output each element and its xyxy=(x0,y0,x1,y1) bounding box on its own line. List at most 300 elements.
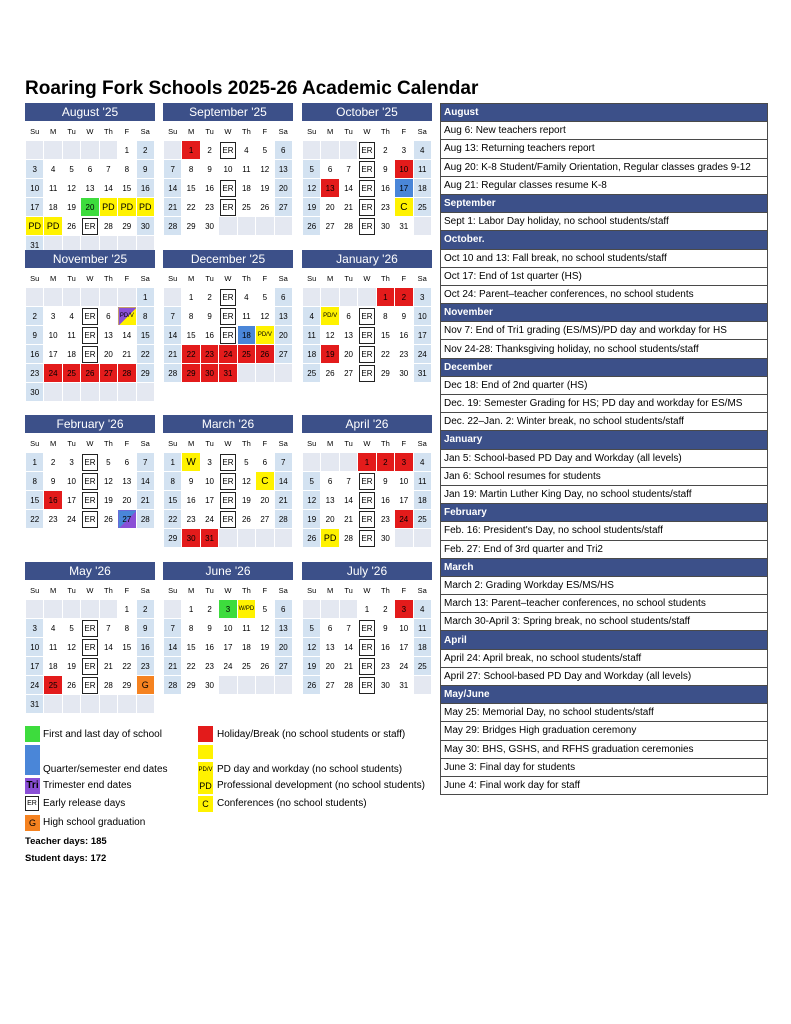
section-title: October. xyxy=(441,231,768,249)
day-cell: 1 xyxy=(182,288,200,307)
day-cell: 6 xyxy=(81,160,99,179)
day-cell: 14 xyxy=(99,638,117,657)
weekday-label: F xyxy=(256,269,274,288)
legend-trimester: Trimester end dates xyxy=(43,780,132,791)
weekday-label: Tu xyxy=(339,269,357,288)
day-cell: 24 xyxy=(200,510,218,529)
day-cell: 15 xyxy=(164,491,182,510)
event-text: May 25: Memorial Day, no school students/staff xyxy=(441,704,768,722)
weekday-label: W xyxy=(358,581,376,600)
day-cell: ER xyxy=(358,491,376,510)
day-cell: 26 xyxy=(62,676,80,695)
day-cell: 15 xyxy=(182,326,200,345)
day-cell: 23 xyxy=(200,345,218,364)
day-cell: 9 xyxy=(182,472,200,491)
weekday-label: M xyxy=(44,122,62,141)
day-cell: 21 xyxy=(118,345,136,364)
weekday-label: Tu xyxy=(200,581,218,600)
day-cell: ER xyxy=(358,676,376,695)
event-row xyxy=(441,467,768,485)
day-cell: 30 xyxy=(136,217,154,236)
empty-cell xyxy=(164,141,182,160)
day-cell: 20 xyxy=(321,510,339,529)
day-cell: 6 xyxy=(274,288,292,307)
day-cell: 28 xyxy=(339,676,357,695)
event-row xyxy=(441,667,768,685)
day-cell: 14 xyxy=(339,179,357,198)
empty-cell xyxy=(164,288,182,307)
day-cell: 14 xyxy=(164,179,182,198)
month-calendar xyxy=(302,103,432,236)
day-cell: 3 xyxy=(62,453,80,472)
event-row xyxy=(441,176,768,194)
day-cell: 28 xyxy=(118,364,136,383)
empty-cell xyxy=(62,695,80,714)
day-cell: 16 xyxy=(395,326,413,345)
day-cell: 8 xyxy=(118,160,136,179)
month-header: November '25 xyxy=(25,250,155,268)
day-cell: 10 xyxy=(26,638,44,657)
empty-cell xyxy=(26,600,44,619)
day-cell: 24 xyxy=(219,657,237,676)
day-cell: ER xyxy=(219,179,237,198)
day-cell: 26 xyxy=(256,345,274,364)
day-cell: 9 xyxy=(136,619,154,638)
day-cell: 30 xyxy=(376,217,394,236)
day-cell: 18 xyxy=(44,198,62,217)
day-cell: 13 xyxy=(321,638,339,657)
weekday-label: M xyxy=(321,122,339,141)
day-cell: 2 xyxy=(376,453,394,472)
day-cell: 7 xyxy=(164,307,182,326)
day-cell: 5 xyxy=(62,160,80,179)
day-cell: 11 xyxy=(44,179,62,198)
day-cell: 13 xyxy=(274,160,292,179)
day-cell: 21 xyxy=(164,345,182,364)
day-cell: 1 xyxy=(118,600,136,619)
day-cell: ER xyxy=(358,217,376,236)
day-cell: 1 xyxy=(182,600,200,619)
weekday-label: Tu xyxy=(200,122,218,141)
event-section-header xyxy=(441,104,768,122)
day-cell: 22 xyxy=(118,657,136,676)
day-cell: 27 xyxy=(274,345,292,364)
day-cell: ER xyxy=(358,345,376,364)
day-cell: 26 xyxy=(81,364,99,383)
day-cell: 8 xyxy=(182,307,200,326)
event-row xyxy=(441,122,768,140)
day-cell: 17 xyxy=(395,638,413,657)
day-cell: 6 xyxy=(99,307,117,326)
event-text: March 30-April 3: Spring break, no school students/staff xyxy=(441,613,768,631)
empty-cell xyxy=(99,141,117,160)
weekday-label: F xyxy=(256,581,274,600)
day-cell: 22 xyxy=(182,198,200,217)
day-cell: 2 xyxy=(200,600,218,619)
empty-cell xyxy=(99,695,117,714)
day-cell: 22 xyxy=(164,510,182,529)
day-cell: 15 xyxy=(26,491,44,510)
weekday-label: W xyxy=(219,122,237,141)
day-cell: 9 xyxy=(44,472,62,491)
weekday-label: F xyxy=(395,122,413,141)
day-cell: 24 xyxy=(26,676,44,695)
event-section-header xyxy=(441,194,768,212)
month-header: September '25 xyxy=(163,103,293,121)
day-cell: 2 xyxy=(200,288,218,307)
day-cell: 19 xyxy=(99,491,117,510)
event-row xyxy=(441,213,768,231)
day-cell: 4 xyxy=(62,307,80,326)
empty-cell xyxy=(237,364,255,383)
day-cell: 23 xyxy=(136,657,154,676)
weekday-label: W xyxy=(81,581,99,600)
weekday-label: F xyxy=(256,122,274,141)
day-cell: 28 xyxy=(339,217,357,236)
month-header: June '26 xyxy=(163,562,293,580)
event-section-header xyxy=(441,358,768,376)
event-section-header xyxy=(441,304,768,322)
day-cell: 17 xyxy=(26,657,44,676)
day-cell: 23 xyxy=(44,510,62,529)
day-cell: ER xyxy=(81,491,99,510)
day-cell: 11 xyxy=(237,619,255,638)
day-cell: 12 xyxy=(303,491,321,510)
day-cell: 27 xyxy=(256,510,274,529)
event-section-header xyxy=(441,558,768,576)
day-cell: 1 xyxy=(26,453,44,472)
event-text: Aug 6: New teachers report xyxy=(441,122,768,140)
weekday-label: F xyxy=(395,269,413,288)
weekday-label: Su xyxy=(26,434,44,453)
event-section-header xyxy=(441,504,768,522)
day-cell: 20 xyxy=(99,345,117,364)
month-header: January '26 xyxy=(302,250,432,268)
day-cell: 20 xyxy=(256,491,274,510)
day-cell: 22 xyxy=(136,345,154,364)
month-header: August '25 xyxy=(25,103,155,121)
weekday-label: F xyxy=(395,581,413,600)
day-cell: 3 xyxy=(219,600,237,619)
day-cell: 7 xyxy=(99,160,117,179)
day-cell: 26 xyxy=(99,510,117,529)
day-cell: 6 xyxy=(274,600,292,619)
day-cell: ER xyxy=(358,179,376,198)
weekday-label: Sa xyxy=(413,434,431,453)
day-cell: 24 xyxy=(44,364,62,383)
event-text: Aug 13: Returning teachers report xyxy=(441,140,768,158)
day-cell: 17 xyxy=(62,491,80,510)
day-cell: 28 xyxy=(274,510,292,529)
holiday-pd-swatch xyxy=(198,745,213,759)
empty-cell xyxy=(303,288,321,307)
event-text: Dec 18: End of 2nd quarter (HS) xyxy=(441,376,768,394)
weekday-label: Tu xyxy=(200,434,218,453)
section-title: November xyxy=(441,304,768,322)
day-cell: 5 xyxy=(256,600,274,619)
weekday-label: W xyxy=(219,581,237,600)
day-cell: 28 xyxy=(339,529,357,548)
day-cell: 25 xyxy=(413,657,431,676)
day-cell: 10 xyxy=(413,307,431,326)
day-cell: 24 xyxy=(219,345,237,364)
section-title: August xyxy=(441,104,768,122)
day-cell: 14 xyxy=(99,179,117,198)
day-cell: 30 xyxy=(376,676,394,695)
legend-holiday: Holiday/Break (no school students or staff) xyxy=(217,729,406,740)
day-cell: 3 xyxy=(26,619,44,638)
day-cell: 7 xyxy=(99,619,117,638)
day-cell: 16 xyxy=(44,491,62,510)
day-cell: 28 xyxy=(164,364,182,383)
day-cell: 8 xyxy=(118,619,136,638)
weekday-label: M xyxy=(182,434,200,453)
empty-cell xyxy=(274,364,292,383)
empty-cell xyxy=(81,288,99,307)
day-cell: 4 xyxy=(44,160,62,179)
day-cell: 11 xyxy=(413,160,431,179)
day-cell: 5 xyxy=(237,453,255,472)
event-text: March 2: Grading Workday ES/MS/HS xyxy=(441,576,768,594)
day-cell: 20 xyxy=(118,491,136,510)
month-header: March '26 xyxy=(163,415,293,433)
weekday-label: Th xyxy=(237,434,255,453)
day-cell: 21 xyxy=(339,198,357,217)
event-row xyxy=(441,595,768,613)
day-cell: 23 xyxy=(395,345,413,364)
day-cell: 9 xyxy=(136,160,154,179)
day-cell: 16 xyxy=(26,345,44,364)
day-cell: 10 xyxy=(395,472,413,491)
day-cell: 10 xyxy=(219,160,237,179)
day-cell: 27 xyxy=(339,364,357,383)
event-text: June 3: Final day for students xyxy=(441,758,768,776)
event-row xyxy=(441,395,768,413)
day-cell: 26 xyxy=(321,364,339,383)
day-cell: ER xyxy=(81,657,99,676)
empty-cell xyxy=(44,383,62,402)
day-cell: 21 xyxy=(164,657,182,676)
weekday-label: M xyxy=(44,581,62,600)
day-cell: 1 xyxy=(376,288,394,307)
month-header: April '26 xyxy=(302,415,432,433)
month-calendar xyxy=(163,103,293,236)
month-header: May '26 xyxy=(25,562,155,580)
day-cell: 4 xyxy=(237,141,255,160)
weekday-label: Su xyxy=(26,122,44,141)
weekday-label: Su xyxy=(164,122,182,141)
weekday-label: Tu xyxy=(62,122,80,141)
empty-cell xyxy=(99,288,117,307)
event-text: March 13: Parent–teacher conferences, no school students xyxy=(441,595,768,613)
weekday-label: Th xyxy=(237,122,255,141)
day-cell: 8 xyxy=(164,472,182,491)
weekday-label: Tu xyxy=(339,581,357,600)
day-cell: ER xyxy=(358,326,376,345)
legend-quarter: Quarter/semester end dates xyxy=(43,764,168,775)
day-cell: 7 xyxy=(274,453,292,472)
event-row xyxy=(441,722,768,740)
section-title: May/June xyxy=(441,686,768,704)
day-cell: 2 xyxy=(136,600,154,619)
day-cell: 9 xyxy=(395,307,413,326)
day-cell: ER xyxy=(358,141,376,160)
event-text: Aug 21: Regular classes resume K-8 xyxy=(441,176,768,194)
day-cell: 12 xyxy=(256,619,274,638)
day-cell: 27 xyxy=(274,657,292,676)
day-cell: 3 xyxy=(395,600,413,619)
day-cell: 31 xyxy=(413,364,431,383)
day-cell: ER xyxy=(219,491,237,510)
event-text: June 4: Final work day for staff xyxy=(441,776,768,794)
legend-pd: Professional development (no school students) xyxy=(217,780,425,791)
day-cell: ER xyxy=(81,510,99,529)
day-cell: 25 xyxy=(44,676,62,695)
event-text: Sept 1: Labor Day holiday, no school students/staff xyxy=(441,213,768,231)
day-cell: 30 xyxy=(26,383,44,402)
day-cell: 31 xyxy=(26,695,44,714)
weekday-label: F xyxy=(118,269,136,288)
day-cell: ER xyxy=(219,141,237,160)
day-cell: 17 xyxy=(395,491,413,510)
weekday-label: Su xyxy=(26,269,44,288)
day-cell: 26 xyxy=(62,217,80,236)
empty-cell xyxy=(81,141,99,160)
day-cell: 23 xyxy=(26,364,44,383)
day-cell: 31 xyxy=(219,364,237,383)
day-cell: 19 xyxy=(256,638,274,657)
day-cell: 18 xyxy=(62,345,80,364)
day-cell: 25 xyxy=(62,364,80,383)
day-cell: 18 xyxy=(413,179,431,198)
section-title: December xyxy=(441,358,768,376)
weekday-label: Sa xyxy=(274,434,292,453)
day-cell: ER xyxy=(81,453,99,472)
month-calendar xyxy=(302,415,432,548)
day-cell: 15 xyxy=(118,179,136,198)
day-cell: 14 xyxy=(118,326,136,345)
empty-cell xyxy=(321,453,339,472)
day-cell: 10 xyxy=(44,326,62,345)
day-cell: 5 xyxy=(62,619,80,638)
day-cell: 25 xyxy=(237,198,255,217)
day-cell: W/PD xyxy=(237,600,255,619)
day-cell: 6 xyxy=(339,307,357,326)
day-cell: 14 xyxy=(164,326,182,345)
day-cell: ER xyxy=(358,160,376,179)
day-cell: 29 xyxy=(164,529,182,548)
empty-cell xyxy=(62,288,80,307)
day-cell: 9 xyxy=(200,160,218,179)
day-cell: 30 xyxy=(376,529,394,548)
day-cell: 4 xyxy=(413,141,431,160)
day-cell: 18 xyxy=(413,638,431,657)
day-cell: 16 xyxy=(376,638,394,657)
weekday-label: Sa xyxy=(413,269,431,288)
day-cell: 25 xyxy=(237,345,255,364)
weekday-label: Su xyxy=(26,581,44,600)
day-cell: 5 xyxy=(256,141,274,160)
weekday-label: Th xyxy=(99,269,117,288)
event-text: April 24: April break, no school students/staff xyxy=(441,649,768,667)
day-cell: 11 xyxy=(303,326,321,345)
day-cell: 6 xyxy=(256,453,274,472)
weekday-label: W xyxy=(81,269,99,288)
day-cell: 23 xyxy=(376,198,394,217)
day-cell: 28 xyxy=(136,510,154,529)
day-cell: 16 xyxy=(136,638,154,657)
event-text: Feb. 27: End of 3rd quarter and Tri2 xyxy=(441,540,768,558)
day-cell: 29 xyxy=(118,676,136,695)
month-calendar xyxy=(25,250,155,402)
day-cell: 8 xyxy=(26,472,44,491)
weekday-label: W xyxy=(81,434,99,453)
day-cell: 31 xyxy=(200,529,218,548)
weekday-label: Sa xyxy=(136,269,154,288)
event-row xyxy=(441,649,768,667)
day-cell: 8 xyxy=(136,307,154,326)
weekday-label: M xyxy=(321,434,339,453)
event-text: Aug 20: K-8 Student/Family Orientation, Regular classes grades 9-12 xyxy=(441,158,768,176)
quarter-swatch xyxy=(25,745,40,775)
weekday-label: F xyxy=(118,581,136,600)
event-text: April 27: School-based PD Day and Workday (all levels) xyxy=(441,667,768,685)
day-cell: 4 xyxy=(237,288,255,307)
day-cell: PD xyxy=(99,198,117,217)
weekday-label: Su xyxy=(164,269,182,288)
day-cell: 19 xyxy=(303,657,321,676)
day-cell: ER xyxy=(81,472,99,491)
day-cell: 6 xyxy=(321,619,339,638)
day-cell: 10 xyxy=(395,619,413,638)
day-cell: 13 xyxy=(118,472,136,491)
day-cell: 29 xyxy=(182,364,200,383)
day-cell: 13 xyxy=(321,179,339,198)
day-cell: 17 xyxy=(200,491,218,510)
day-cell: 20 xyxy=(274,326,292,345)
empty-cell xyxy=(321,141,339,160)
day-cell: PD xyxy=(321,529,339,548)
day-cell: 5 xyxy=(303,160,321,179)
day-cell: 14 xyxy=(339,491,357,510)
day-cell: 11 xyxy=(62,326,80,345)
day-cell: ER xyxy=(358,364,376,383)
empty-cell xyxy=(26,288,44,307)
day-cell: 27 xyxy=(118,510,136,529)
weekday-label: Th xyxy=(99,434,117,453)
empty-cell xyxy=(219,676,237,695)
section-title: April xyxy=(441,631,768,649)
event-row xyxy=(441,158,768,176)
month-calendar xyxy=(302,562,432,695)
empty-cell xyxy=(321,288,339,307)
day-cell: 2 xyxy=(26,307,44,326)
day-cell: PD xyxy=(26,217,44,236)
section-title: September xyxy=(441,194,768,212)
empty-cell xyxy=(321,600,339,619)
day-cell: 19 xyxy=(303,198,321,217)
month-calendar xyxy=(163,415,293,548)
trimester-swatch: Tri xyxy=(25,778,40,794)
empty-cell xyxy=(136,383,154,402)
day-cell: 23 xyxy=(376,510,394,529)
day-cell: PD/V xyxy=(256,326,274,345)
day-cell: W xyxy=(182,453,200,472)
event-text: Dec. 19: Semester Grading for HS; PD day and workday for ES/MS xyxy=(441,395,768,413)
weekday-label: Th xyxy=(376,581,394,600)
weekday-label: W xyxy=(358,269,376,288)
empty-cell xyxy=(81,383,99,402)
